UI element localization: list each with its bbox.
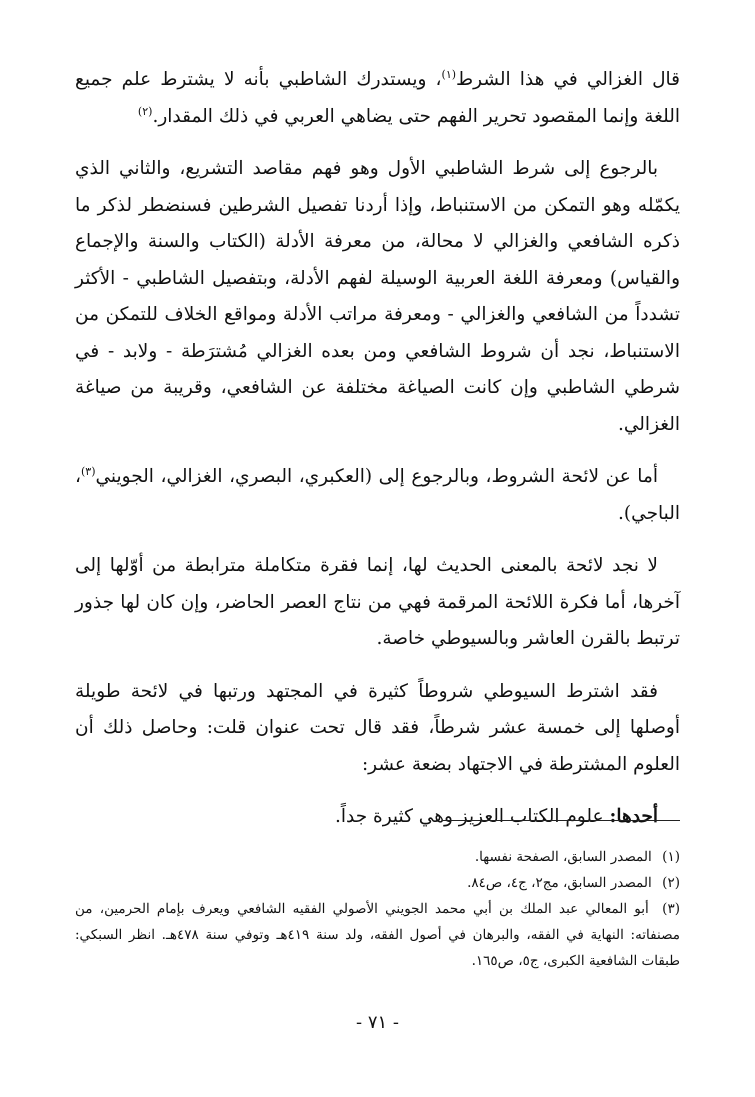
footnote-ref-3: (٣) xyxy=(80,464,96,478)
paragraph-6-lead: أحدها: xyxy=(609,806,658,827)
paragraph-1-text-a: قال الغزالي في هذا الشرط xyxy=(456,69,681,90)
page-number: - ٧١ - xyxy=(356,1012,399,1033)
footnote-1 xyxy=(75,844,680,870)
paragraph-2: بالرجوع إلى شرط الشاطبي الأول وهو فهم مقاصد التشريع، والثاني الذي يكمّله وهو التمكن من الاستنباط، وإذا أردنا تفصيل الشرطين فسنضطر لذكر ما ذكره الشافعي والغزالي لا محالة، من معرفة الأدلة (الكتاب والسنة والإجماع والقياس) ومعرفة اللغة العربية الوسيلة لفهم الأدلة، وبتفصيل الشاطبي - الأكثر تشدداً من الشافعي والغزالي - ومعرفة مراتب الأدلة ومواقع الخلاف للتمكن من الاستنباط، نجد أن شروط الشافعي ومن بعده الغزالي مُشترَطة - ولابد - في شرطي الشاطبي وإن كانت الصياغة مختلفة عن الشافعي، وقريبة من صياغة الغزالي. xyxy=(75,158,680,435)
footnote-1-text: المصدر السابق، الصفحة نفسها. xyxy=(474,849,652,865)
paragraph-3 xyxy=(75,459,680,532)
paragraph-5: فقد اشترط السيوطي شروطاً كثيرة في المجتهد ورتبها في لائحة طويلة أوصلها إلى خمسة عشر شرطاً، فقد قال تحت عنوان قلت: وحاصل ذلك أن العلوم المشترطة في الاجتهاد بضعة عشر: xyxy=(75,680,680,775)
footnote-2-text: المصدر السابق، مج٢، ج٤، ص٨٤. xyxy=(467,875,652,891)
paragraph-3-text-a: أما عن لائحة الشروط، وبالرجوع إلى (العكبري، البصري، الغزالي، الجويني xyxy=(95,466,658,487)
footnote-1-number: (١) xyxy=(662,849,680,865)
footnote-ref-1: (١) xyxy=(441,67,457,81)
footnote-3-number: (٣) xyxy=(662,901,680,917)
footnote-3-text: أبو المعالي عبد الملك بن أبي محمد الجويني الأصولي الفقيه الشافعي ويعرف بإمام الحرمين، من مصنفاته: النهاية في الفقه، والبرهان في أصول الفقه، ولد سنة ٤١٩هـ وتوفي سنة ٤٧٨هـ. انظر السبكي: طبقات الشافعية الكبرى، ج٥، ص١٦٥. xyxy=(75,901,681,969)
footnote-3 xyxy=(75,896,680,974)
paragraph-3-text-b: ، الباجي). xyxy=(75,466,680,524)
paragraph-1 xyxy=(75,62,680,135)
footnote-2-number: (٢) xyxy=(662,875,680,891)
footnote-2 xyxy=(75,870,680,896)
main-text xyxy=(75,62,680,852)
paragraph-6-text: علوم الكتاب العزيز وهي كثيرة جداً. xyxy=(334,806,610,827)
paragraph-4: لا نجد لائحة بالمعنى الحديث لها، إنما فقرة متكاملة مترابطة من أوّلها إلى آخرها، أما فكرة اللائحة المرقمة فهي من نتاج العصر الحاضر، وإن كان لها جذور ترتبط بالقرن العاشر وبالسيوطي خاصة. xyxy=(75,555,680,649)
paragraph-6 xyxy=(75,799,680,836)
footnote-separator xyxy=(442,820,680,821)
footnote-ref-2: (٢) xyxy=(137,104,153,118)
footnotes xyxy=(75,844,680,974)
paragraph-1-text-b: ، ويستدرك الشاطبي بأنه لا يشترط علم جميع اللغة وإنما المقصود تحرير الفهم حتى يضاهي العربي في ذلك المقدار. xyxy=(75,69,680,127)
